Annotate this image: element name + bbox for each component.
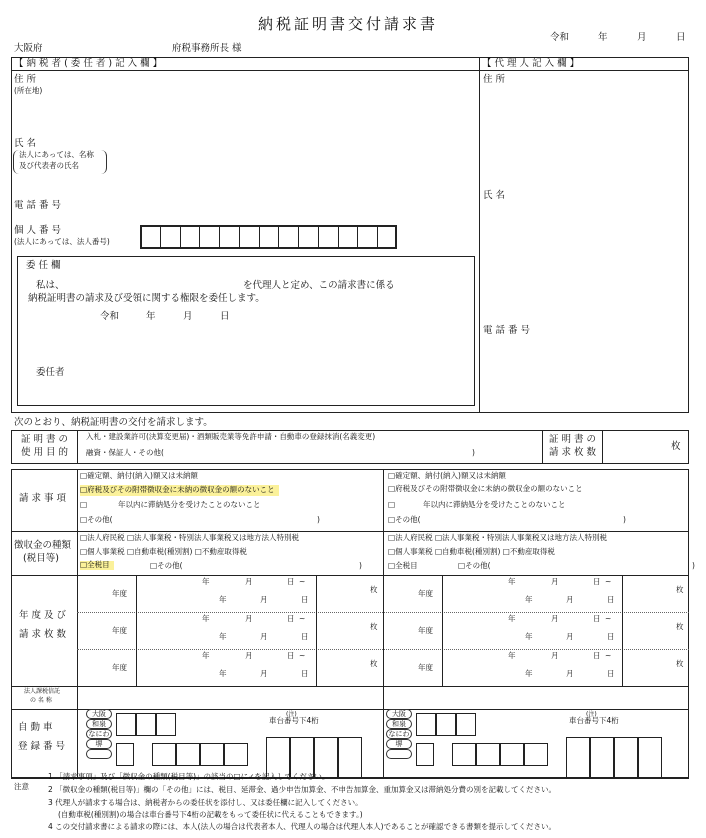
yr-2-0-nendo: 年度 (112, 663, 127, 672)
chassis-box-r-1[interactable] (590, 737, 614, 778)
tax-type-all-2[interactable]: □全税目 (388, 561, 418, 570)
purpose-options-1[interactable]: 入札・建設業許可(決算変更届)・酒類販売業等免許申請・自動車の登録抹消(名義変更) (86, 432, 376, 441)
header-date-month: 月 (637, 32, 647, 43)
yr-2-1-sheets: 枚 (676, 659, 684, 668)
item-option-no-arrears-2[interactable]: □府税及びその附帯徴収金に未納の徴収金の額のないこと (388, 484, 583, 493)
yr-1-1-sheets: 枚 (676, 622, 684, 631)
yr-0-1-sheets: 枚 (676, 585, 684, 594)
tax-type-row-1-2[interactable]: □法人府民税 □法人事業税・特別法人事業税又は地方法人特別税 (388, 533, 608, 542)
item-option-no-disposition: 年以内に滞納処分を受けたことのないこと (118, 500, 261, 509)
yr-1-0-from-day: 日 (287, 614, 295, 623)
delegator-label: 委任者 (36, 367, 65, 378)
item-option-amount[interactable]: □確定額、納付(納入)額又は未納額 (80, 471, 198, 480)
plate-number-box-l-3[interactable] (224, 743, 248, 766)
yr-0-1-to-month: 月 (566, 595, 574, 604)
tax-type-row-2[interactable]: □個人事業税 □自動車税(種別割) □不動産取得税 (80, 547, 247, 556)
taxpayer-address-label: 住 所 (14, 74, 37, 85)
taxpayer-section-title: 【 納 税 者 ( 委 任 者 ) 記 入 欄 】 (14, 58, 163, 69)
notes-label: 注意 (14, 782, 29, 791)
item-option-amount-2[interactable]: □確定額、納付(納入)額又は未納額 (388, 471, 506, 480)
tax-type-row-2-2[interactable]: □個人事業税 □自動車税(種別割) □不動産取得税 (388, 547, 555, 556)
plate-number-box-l-0[interactable] (152, 743, 176, 766)
delegation-title: 委 任 欄 (26, 260, 61, 271)
item-option-no-disposition-2: 年以内に滞納処分を受けたことのないこと (423, 500, 566, 509)
plate-region-r-3[interactable]: 堺 (386, 739, 412, 749)
tax-type-label-1: 徴収金の種類 (14, 540, 72, 551)
chassis-box-r-0[interactable] (566, 737, 590, 778)
plate-region-l-0[interactable]: 大阪 (86, 709, 112, 719)
yr-2-0-sheets: 枚 (370, 659, 378, 668)
plate-number-box-r-0[interactable] (452, 743, 476, 766)
yr-0-0-sheets: 枚 (370, 585, 378, 594)
yr-2-1-to-day: 日 (607, 669, 615, 678)
delegation-date-year: 年 (146, 311, 156, 322)
plate-number-box-r-3[interactable] (524, 743, 548, 766)
yr-1-1-to-day: 日 (607, 632, 615, 641)
plate-class-box-l-2[interactable] (156, 713, 176, 736)
chassis-note-r: (注) (586, 711, 597, 718)
yr-1-0-from-year: 年 (202, 614, 210, 623)
note-3: 3 代理人が請求する場合は、納税者からの委任状を添付し、又は委任欄に記入してください。 (48, 798, 363, 807)
years-label-1: 年 度 及 び (19, 610, 67, 621)
count-unit: 枚 (671, 441, 681, 452)
yr-1-1-to-month: 月 (566, 632, 574, 641)
delegation-date-month: 月 (183, 311, 193, 322)
yr-1-1-nendo: 年度 (418, 626, 433, 635)
item-option-no-arrears[interactable]: □府税及びその附帯徴収金に未納の徴収金の額のないこと (80, 485, 279, 496)
yr-2-0-from-day: 日 (287, 651, 295, 660)
header-date-day: 日 (676, 32, 686, 43)
yr-0-0-to-month: 月 (260, 595, 268, 604)
yr-1-1-tilde: ~ (605, 614, 612, 623)
yr-0-0-nendo: 年度 (112, 589, 127, 598)
item-option-other-2[interactable]: □その他( (388, 515, 421, 524)
years-label-2: 請 求 枚 数 (19, 629, 67, 640)
item-option-other-close-2: ) (623, 515, 626, 524)
delegation-date-day: 日 (220, 311, 230, 322)
purpose-close-paren: ) (472, 448, 475, 457)
chassis-label-r: 車台番号下4桁 (569, 716, 619, 725)
yr-2-1-tilde: ~ (605, 651, 612, 660)
yr-2-0-to-day: 日 (301, 669, 309, 678)
yr-2-1-from-day: 日 (593, 651, 601, 660)
item-option-no-disposition-box-2[interactable]: □ (388, 500, 396, 509)
item-option-other[interactable]: □その他( (80, 515, 113, 524)
yr-1-0-sheets: 枚 (370, 622, 378, 631)
plate-class-box-l-0[interactable] (116, 713, 136, 736)
corp-trust-label-2: の 名 称 (30, 697, 52, 704)
form-title: 納税証明書交付請求書 (258, 15, 439, 33)
yr-0-1-nendo: 年度 (418, 589, 433, 598)
item-option-other-close: ) (317, 515, 320, 524)
yr-2-1-nendo: 年度 (418, 663, 433, 672)
plate-kana-box-r[interactable] (416, 743, 434, 766)
vehicle-label-1: 自 動 車 (18, 722, 53, 733)
yr-0-1-from-day: 日 (593, 577, 601, 586)
yr-1-0-from-month: 月 (245, 614, 253, 623)
taxpayer-address-sublabel: (所在地) (14, 86, 43, 95)
delegation-text-1a: 私は、 (36, 280, 65, 291)
note-3b: (自動車税(種別割)の場合は車台番号下4桁の記載をもって委任状に代えることもできます。) (58, 810, 363, 819)
my-number-sublabel: (法人にあっては、法人番号) (14, 237, 110, 246)
yr-1-1-from-day: 日 (593, 614, 601, 623)
yr-2-0-from-year: 年 (202, 651, 210, 660)
plate-number-box-r-1[interactable] (476, 743, 500, 766)
taxpayer-phone-label: 電 話 番 号 (14, 200, 62, 211)
addressee-prefecture: 大阪府 (14, 43, 43, 54)
note-2: 2 「徴収金の種類(税目等)」欄の「その他」には、税目、延滞金、過少申告加算金、不申告加算金、重加算金又は滞納処分費の別を記載してください。 (48, 785, 557, 794)
delegation-date-era: 令和 (100, 311, 120, 322)
count-label-2: 請 求 枚 数 (549, 447, 597, 458)
taxpayer-name-sublabel-2: 及び代表者の氏名 (19, 161, 79, 170)
plate-region-l-1[interactable]: 和泉 (86, 719, 112, 729)
yr-1-1-from-year: 年 (508, 614, 516, 623)
plate-region-l-2[interactable]: なにわ (86, 729, 112, 739)
count-label-1: 証 明 書 の (549, 434, 597, 445)
purpose-options-2[interactable]: 融資・保証人・その他( (86, 448, 164, 457)
purpose-label-1: 証 明 書 の (21, 434, 69, 445)
yr-0-0-from-day: 日 (287, 577, 295, 586)
yr-0-0-from-year: 年 (202, 577, 210, 586)
tax-type-other-2[interactable]: □その他( (458, 561, 491, 570)
plate-number-box-l-2[interactable] (200, 743, 224, 766)
chassis-box-l-3[interactable] (338, 737, 362, 778)
plate-region-r-2[interactable]: なにわ (386, 729, 412, 739)
chassis-note-l: (注) (286, 711, 297, 718)
header-date-year: 年 (598, 32, 608, 43)
tax-type-other-close-2: ) (692, 561, 695, 570)
yr-0-1-to-day: 日 (607, 595, 615, 604)
taxpayer-name-label: 氏 名 (14, 138, 37, 149)
tax-type-other[interactable]: □その他( (150, 561, 183, 570)
vehicle-label-2: 登 録 番 号 (18, 741, 66, 752)
agent-section-title: 【 代 理 人 記 入 欄 】 (482, 58, 580, 69)
yr-2-1-from-year: 年 (508, 651, 516, 660)
yr-1-0-tilde: ~ (299, 614, 306, 623)
plate-class-box-r-2[interactable] (456, 713, 476, 736)
chassis-box-r-2[interactable] (614, 737, 638, 778)
yr-2-1-to-month: 月 (566, 669, 574, 678)
yr-0-1-from-year: 年 (508, 577, 516, 586)
tax-type-all[interactable]: □全税目 (80, 561, 114, 570)
my-number-label: 個 人 番 号 (14, 225, 62, 236)
request-intro: 次のとおり、納税証明書の交付を請求します。 (14, 417, 213, 428)
tax-type-other-close: ) (359, 561, 362, 570)
chassis-label-l: 車台番号下4桁 (269, 716, 319, 725)
plate-number-box-r-2[interactable] (500, 743, 524, 766)
yr-2-1-from-month: 月 (551, 651, 559, 660)
note-4: 4 この交付請求書による請求の際には、本人(法人の場合は代表者本人、代理人の場合は代理人本人)であることが確認できる書類を提示してください。 (48, 822, 557, 831)
tax-type-row-1[interactable]: □法人府民税 □法人事業税・特別法人事業税又は地方法人特別税 (80, 533, 300, 542)
plate-kana-box-l[interactable] (116, 743, 134, 766)
item-option-no-disposition-box[interactable]: □ (80, 500, 88, 509)
yr-0-0-to-year: 年 (219, 595, 227, 604)
plate-number-box-l-1[interactable] (176, 743, 200, 766)
plate-region-r-1[interactable]: 和泉 (386, 719, 412, 729)
note-1: 1 「請求事項」及び「徴収金の種類(税目等)」の該当の□に✓を記入してください。 (48, 772, 330, 781)
yr-1-1-from-month: 月 (551, 614, 559, 623)
yr-0-1-tilde: ~ (605, 577, 612, 586)
plate-region-r-blank[interactable] (386, 749, 412, 759)
yr-2-0-to-year: 年 (219, 669, 227, 678)
yr-1-1-to-year: 年 (525, 632, 533, 641)
yr-0-1-to-year: 年 (525, 595, 533, 604)
yr-0-0-to-day: 日 (301, 595, 309, 604)
yr-2-1-to-year: 年 (525, 669, 533, 678)
yr-0-0-tilde: ~ (299, 577, 306, 586)
plate-class-box-r-1[interactable] (436, 713, 456, 736)
yr-2-0-to-month: 月 (260, 669, 268, 678)
agent-address-label: 住 所 (483, 74, 506, 85)
request-items-label: 請 求 事 項 (19, 493, 67, 504)
purpose-label-2: 使 用 目 的 (21, 447, 69, 458)
chassis-box-r-3[interactable] (638, 737, 662, 778)
corp-trust-label-1: 法人課税信託 (24, 688, 61, 695)
yr-2-0-tilde: ~ (299, 651, 306, 660)
plate-class-box-l-1[interactable] (136, 713, 156, 736)
plate-region-l-3[interactable]: 堺 (86, 739, 112, 749)
yr-1-0-to-year: 年 (219, 632, 227, 641)
delegation-text-1b: を代理人と定め、この請求書に係る (243, 280, 395, 291)
agent-name-label: 氏 名 (483, 190, 506, 201)
delegation-text-2: 納税証明書の請求及び受領に関する権限を委任します。 (28, 293, 265, 304)
tax-type-label-2: (税目等) (23, 553, 59, 564)
yr-1-0-to-month: 月 (260, 632, 268, 641)
plate-region-l-blank[interactable] (86, 749, 112, 759)
plate-class-box-r-0[interactable] (416, 713, 436, 736)
agent-phone-label: 電 話 番 号 (483, 325, 531, 336)
yr-0-0-from-month: 月 (245, 577, 253, 586)
yr-2-0-from-month: 月 (245, 651, 253, 660)
yr-1-0-to-day: 日 (301, 632, 309, 641)
yr-0-1-from-month: 月 (551, 577, 559, 586)
header-date-era: 令和 (550, 32, 570, 43)
delegation-box (17, 256, 475, 406)
addressee-office: 府税事務所長 様 (172, 43, 242, 54)
plate-region-r-0[interactable]: 大阪 (386, 709, 412, 719)
taxpayer-name-sublabel-1: 法人にあっては、名称 (19, 150, 94, 159)
yr-1-0-nendo: 年度 (112, 626, 127, 635)
